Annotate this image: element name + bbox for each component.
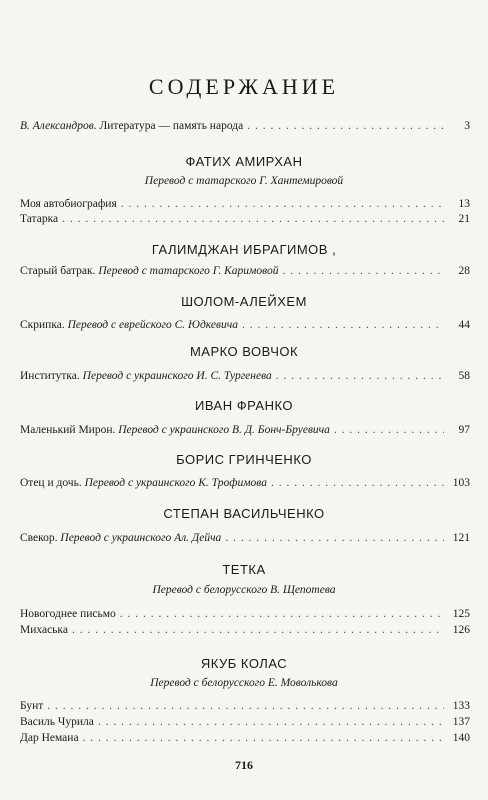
toc-entry[interactable]	[20, 477, 470, 489]
toc-entry[interactable]	[20, 532, 470, 544]
author-heading: ШОЛОМ-АЛЕЙХЕМ	[181, 294, 307, 309]
entry-title: Моя автобиография	[20, 198, 117, 210]
page-number: 97	[458, 424, 470, 436]
entry-title: Бунт	[20, 700, 44, 712]
page-number: 28	[458, 265, 470, 277]
entry-title: Михаська	[20, 624, 68, 636]
toc-entry[interactable]	[20, 265, 470, 277]
entry-title: Василь Чурила	[20, 716, 94, 728]
intro-title: Литература — память народа	[99, 120, 244, 132]
page-number: 58	[458, 370, 470, 382]
entry-translator: Перевод с украинского В. Д. Бонч-Бруевича	[118, 424, 330, 436]
toc-entry[interactable]	[20, 732, 470, 744]
author-heading: СТЕПАН ВАСИЛЬЧЕНКО	[163, 506, 325, 521]
dot-leader	[83, 732, 444, 744]
entry-translator: Перевод с украинского Ал. Дейча	[60, 532, 222, 544]
entry-translator: Перевод с украинского И. С. Тургенева	[82, 370, 272, 382]
page-folio: 716	[235, 758, 253, 772]
page-number: 137	[452, 716, 470, 728]
translator-line: Перевод с белорусского Е. Мовольковa	[150, 677, 338, 689]
entry-title: Новогоднее письмо	[20, 608, 116, 620]
entry-title: Отец и дочь.	[20, 477, 82, 489]
dot-leader	[282, 265, 444, 277]
page-number: 133	[452, 700, 470, 712]
page-number: 13	[458, 198, 470, 210]
entry-translator: Перевод с украинского К. Трофимова	[84, 477, 267, 489]
toc-entry[interactable]	[20, 608, 470, 620]
entry-title: Свекор.	[20, 532, 58, 544]
toc-entry[interactable]	[20, 700, 470, 712]
dot-leader	[225, 532, 444, 544]
toc-entry[interactable]	[20, 213, 470, 225]
entry-title: Институтка.	[20, 370, 80, 382]
entry-title: Маленький Мирон.	[20, 424, 116, 436]
author-heading: ЯКУБ КОЛАС	[200, 656, 288, 671]
dot-leader	[98, 716, 444, 728]
toc-entry[interactable]	[20, 624, 470, 636]
dot-leader	[334, 424, 444, 436]
author-heading: МАРКО ВОВЧОК	[189, 344, 299, 359]
page-number: 103	[452, 477, 470, 489]
page-number: 126	[452, 624, 470, 636]
page-number: 44	[458, 319, 470, 331]
intro-author: В. Александров.	[20, 120, 97, 132]
entry-title: Скрипка.	[20, 319, 65, 331]
dot-leader	[276, 370, 444, 382]
entry-title: Татарка	[20, 213, 59, 225]
author-heading: ФАТИХ АМИРХАН	[185, 154, 303, 169]
page-number: 125	[452, 608, 470, 620]
entry-translator: Перевод с еврейского С. Юдкевича	[67, 319, 238, 331]
toc-entry[interactable]	[20, 716, 470, 728]
dot-leader	[62, 213, 444, 225]
toc-entry-intro[interactable]	[20, 120, 470, 132]
page-number: 140	[452, 732, 470, 744]
page-number: 3	[464, 120, 470, 132]
dot-leader	[47, 700, 444, 712]
dot-leader	[242, 319, 444, 331]
page-number: 21	[458, 213, 470, 225]
page-number: 121	[452, 532, 470, 544]
translator-line: Перевод с татарского Г. Хантемировой	[144, 175, 344, 187]
entry-title: Дар Немана	[20, 732, 79, 744]
toc-entry[interactable]	[20, 424, 470, 436]
dot-leader	[247, 120, 444, 132]
dot-leader	[72, 624, 444, 636]
toc-entry[interactable]	[20, 319, 470, 331]
author-heading: БОРИС ГРИНЧЕНКО	[176, 452, 312, 467]
page-title: СОДЕРЖАНИЕ	[148, 74, 340, 99]
toc-entry[interactable]	[20, 370, 470, 382]
author-heading: ТЕТКА	[222, 562, 266, 577]
dot-leader	[271, 477, 444, 489]
toc-entry[interactable]	[20, 198, 470, 210]
entry-translator: Перевод с татарского Г. Каримовой	[98, 265, 279, 277]
dot-leader	[121, 198, 444, 210]
author-heading: ГАЛИМДЖАН ИБРАГИМОВ ,	[151, 242, 337, 257]
translator-line: Перевод с белорусского В. Щепотева	[152, 584, 336, 596]
author-heading: ИВАН ФРАНКО	[194, 398, 294, 413]
entry-title: Старый батрак.	[20, 265, 96, 277]
dot-leader	[120, 608, 444, 620]
